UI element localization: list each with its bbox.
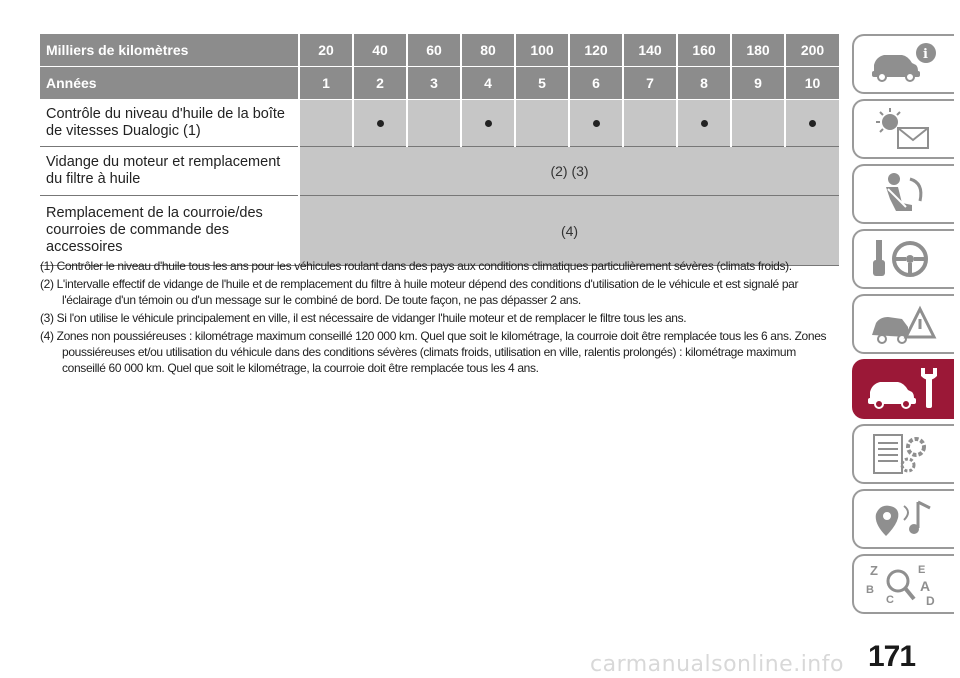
page-number: 171 bbox=[868, 640, 916, 673]
check-dot-icon bbox=[377, 120, 384, 127]
schedule-cell bbox=[461, 100, 515, 147]
row-label-line: accessoires bbox=[46, 239, 123, 255]
schedule-cell bbox=[299, 100, 353, 147]
footnotes bbox=[40, 258, 840, 378]
warning-lights-message-icon bbox=[862, 104, 946, 154]
year-value: 10 bbox=[785, 67, 839, 100]
span-cell: (2) (3) bbox=[299, 147, 839, 196]
km-value: 140 bbox=[623, 34, 677, 67]
spec-sheet-gears-icon bbox=[862, 429, 946, 479]
header-years-label: Années bbox=[40, 67, 299, 100]
check-dot-icon bbox=[809, 120, 816, 127]
km-value: 100 bbox=[515, 34, 569, 67]
table-row bbox=[40, 147, 839, 196]
nav-tab-maintenance[interactable] bbox=[852, 359, 954, 419]
year-value: 5 bbox=[515, 67, 569, 100]
car-accident-icon bbox=[862, 299, 946, 349]
nav-tab-car-info[interactable] bbox=[852, 34, 954, 94]
year-value: 9 bbox=[731, 67, 785, 100]
year-value: 2 bbox=[353, 67, 407, 100]
row-label-line: courroies de commande des bbox=[46, 222, 229, 238]
nav-tab-multimedia[interactable] bbox=[852, 489, 954, 549]
km-value: 20 bbox=[299, 34, 353, 67]
header-row-km bbox=[40, 34, 839, 67]
car-wrench-icon bbox=[862, 364, 946, 414]
km-value: 180 bbox=[731, 34, 785, 67]
watermark: carmanualsonline.info bbox=[590, 652, 844, 677]
key-steering-wheel-icon bbox=[862, 234, 946, 284]
schedule-cell bbox=[623, 100, 677, 147]
row-label-line: Vidange du moteur et remplacement bbox=[46, 154, 281, 170]
schedule-cell bbox=[353, 100, 407, 147]
table-row bbox=[40, 196, 839, 266]
schedule-cell bbox=[515, 100, 569, 147]
year-value: 7 bbox=[623, 67, 677, 100]
header-row-years bbox=[40, 67, 839, 100]
table-row bbox=[40, 100, 839, 147]
svg-text:Z: Z bbox=[870, 563, 878, 578]
multimedia-music-icon bbox=[862, 494, 946, 544]
row-label bbox=[40, 147, 299, 196]
row-label-line: Contrôle du niveau d'huile de la boîte bbox=[46, 106, 285, 122]
km-value: 80 bbox=[461, 34, 515, 67]
header-km-label: Milliers de kilomètres bbox=[40, 34, 299, 67]
svg-text:C: C bbox=[886, 594, 894, 606]
km-value: 40 bbox=[353, 34, 407, 67]
chapter-nav bbox=[852, 34, 956, 619]
check-dot-icon bbox=[701, 120, 708, 127]
schedule-cell bbox=[677, 100, 731, 147]
svg-text:B: B bbox=[866, 584, 874, 596]
year-value: 8 bbox=[677, 67, 731, 100]
km-value: 60 bbox=[407, 34, 461, 67]
footnote: (4) Zones non poussiéreuses : kilométrage maximum conseillé 120 000 km. Quel que soit le kilométrage, la courroie doit être remplacée tous les 6 ans. Zones poussiéreuses et/ou utilisation du véhicule dans des conditions sévères (climats froids, utilisation en ville, ralentis prolongés) : kilométrage maximum conseillé 60 000 km. Quel que soit le kilométrage, la courroie doit être remplacée tous les 4 ans. bbox=[40, 329, 827, 375]
row-label-line: Remplacement de la courroie/des bbox=[46, 205, 263, 221]
svg-text:D: D bbox=[926, 594, 935, 608]
year-value: 6 bbox=[569, 67, 623, 100]
nav-tab-index[interactable] bbox=[852, 554, 954, 614]
km-value: 160 bbox=[677, 34, 731, 67]
maintenance-schedule-table bbox=[40, 34, 839, 266]
row-label bbox=[40, 196, 299, 266]
year-value: 4 bbox=[461, 67, 515, 100]
year-value: 3 bbox=[407, 67, 461, 100]
span-cell: (4) bbox=[299, 196, 839, 266]
schedule-cell bbox=[407, 100, 461, 147]
check-dot-icon bbox=[485, 120, 492, 127]
footnote: (3) Si l'on utilise le véhicule principalement en ville, il est nécessaire de vidanger l'huile moteur et de remplacer le filtre tous les ans. bbox=[40, 311, 687, 325]
seat-airbag-icon bbox=[862, 169, 946, 219]
row-label-line: de vitesses Dualogic (1) bbox=[46, 123, 201, 139]
schedule-cell bbox=[731, 100, 785, 147]
nav-tab-technical-data[interactable] bbox=[852, 424, 954, 484]
footnote: (2) L'intervalle effectif de vidange de l'huile et de remplacement du filtre à huile moteur dépend des conditions d'utilisation de le véhicule et est signalé par l'éclairage d'un témoin ou d'un message sur le combiné de bord. De toute façon, ne pas dépasser 2 ans. bbox=[40, 277, 799, 307]
nav-tab-emergency[interactable] bbox=[852, 294, 954, 354]
svg-text:A: A bbox=[920, 578, 931, 594]
row-label bbox=[40, 100, 299, 147]
km-value: 200 bbox=[785, 34, 839, 67]
index-search-icon bbox=[862, 559, 946, 609]
row-label-line: du filtre à huile bbox=[46, 171, 141, 187]
footnote: (1) Contrôler le niveau d'huile tous les ans pour les véhicules roulant dans des pays aux conditions climatiques particulièrement sévères (climats froids). bbox=[40, 259, 792, 273]
svg-text:i: i bbox=[923, 47, 928, 62]
year-value: 1 bbox=[299, 67, 353, 100]
km-value: 120 bbox=[569, 34, 623, 67]
check-dot-icon bbox=[593, 120, 600, 127]
schedule-cell bbox=[785, 100, 839, 147]
schedule-cell bbox=[569, 100, 623, 147]
nav-tab-safety[interactable] bbox=[852, 164, 954, 224]
svg-text:E: E bbox=[918, 564, 926, 576]
nav-tab-starting-driving[interactable] bbox=[852, 229, 954, 289]
nav-tab-warning-lights[interactable] bbox=[852, 99, 954, 159]
car-info-icon bbox=[862, 39, 946, 89]
